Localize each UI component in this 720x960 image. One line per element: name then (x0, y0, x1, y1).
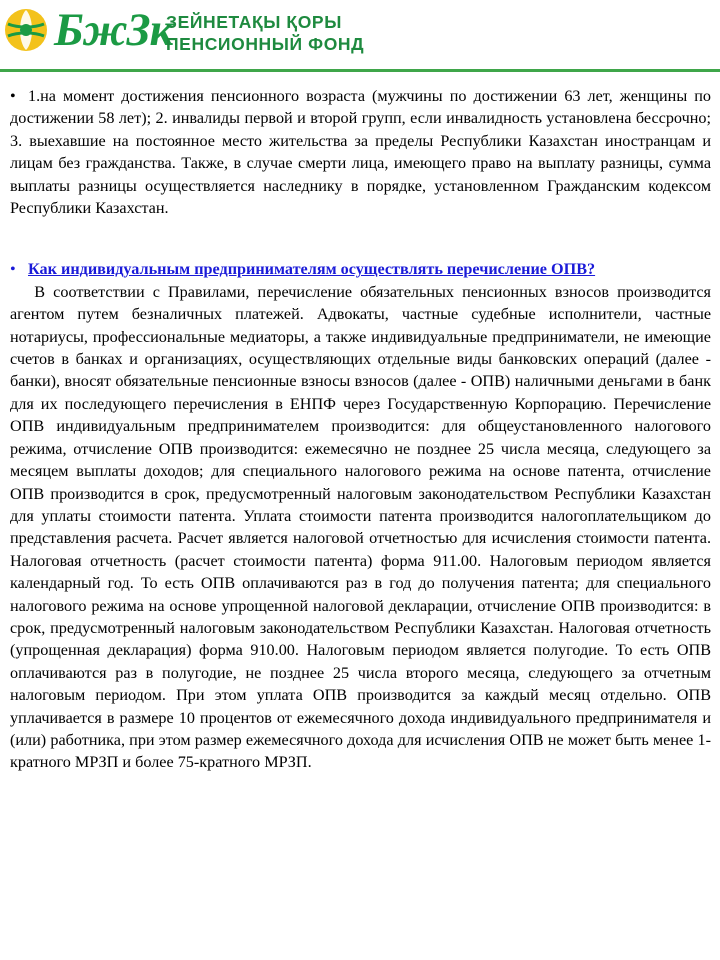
question-link[interactable]: Как индивидуальным предпринимателям осуществлять перечисление ОПВ? (28, 260, 596, 279)
fund-name-kazakh: ЗЕЙНЕТАҚЫ ҚОРЫ (166, 12, 342, 32)
fund-name (166, 11, 364, 55)
paragraph-gap (10, 219, 711, 258)
paragraph-payout-conditions (10, 85, 711, 219)
document-body (10, 85, 711, 774)
paragraph-opv-transfer (10, 281, 711, 774)
bullet-icon: • (10, 87, 16, 105)
paragraph-payout-text: 1.на момент достижения пенсионного возраста (мужчины по достижении 63 лет, женщины по достижении 58 лет); 2. инвалиды первой и второй групп, если инвалидность установлена бессрочно; 3. выехавшие на постоянное место жительства за пределы Республики Казахстан иностранцам и лицам без гражданства. Также, в случае смерти лица, имеющего право на выплату разницы, сумма выплаты разницы осуществляется наследнику в порядке, установленном Гражданским кодексом Республики Казахстан. (10, 87, 711, 218)
header-divider (0, 69, 720, 72)
header (0, 0, 720, 68)
bullet-icon: • (10, 260, 16, 279)
logo-emblem-icon (4, 8, 48, 52)
fund-name-russian: ПЕНСИОННЫЙ ФОНД (166, 34, 365, 54)
logo-wordmark: БжЗк (54, 4, 173, 56)
paragraph-opv-text: В соответствии с Правилами, перечисление обязательных пенсионных взносов производится агентом путем безналичных платежей. Адвокаты, частные судебные исполнители, частные нотариусы, профессиональные медиаторы, а также индивидуальные предприниматели, не имеющие счетов в банках и организациях, осуществляющих отдельные виды банковских операций (далее - банки), вносят обязательные пенсионные взносы взносов (далее - ОПВ) наличными деньгами в банк для их последующего перечисления в ЕНПФ через Государственную Корпорацию. Перечисление ОПВ индивидуальным предпринимателем производится: для общеустановленного налогового режима, отчисление ОПВ производится: ежемесячно не позднее 25 числа месяца, следующего за месяцем выплаты доходов; для специального налогового режима на основе патента, отчисление ОПВ производится в срок, предусмотренный налоговым законодательством Республики Казахстан для уплаты стоимости патента. Уплата стоимости патента производится налогоплательщиком до представления расчета. Расчет является налоговой отчетностью для исчисления стоимости патента. Налоговая отчетность (расчет стоимости патента) форма 911.00. Налоговым периодом является календарный год. То есть ОПВ оплачиваются раз в год до получения патента; для специального налогового режима на основе упрощенной налоговой декларации, отчисление ОПВ производится: в срок, предусмотренный налоговым законодательством Республики Казахстан. Налоговая отчетность (упрощенная декларация) форма 910.00. Налоговым периодом является полугодие. То есть ОПВ оплачиваются раз в полугодие, не позднее 25 числа второго месяца, следующего за отчетным налоговым периодом. При этом уплата ОПВ производится за каждый месяц отдельно. ОПВ уплачивается в размере 10 процентов от ежемесячного дохода индивидуального предпринимателя и (или) работника, при этом размер ежемесячного дохода для исчисления ОПВ не может быть менее 1-кратного МРЗП и более 75-кратного МРЗП. (10, 282, 711, 772)
question-line (10, 258, 711, 280)
